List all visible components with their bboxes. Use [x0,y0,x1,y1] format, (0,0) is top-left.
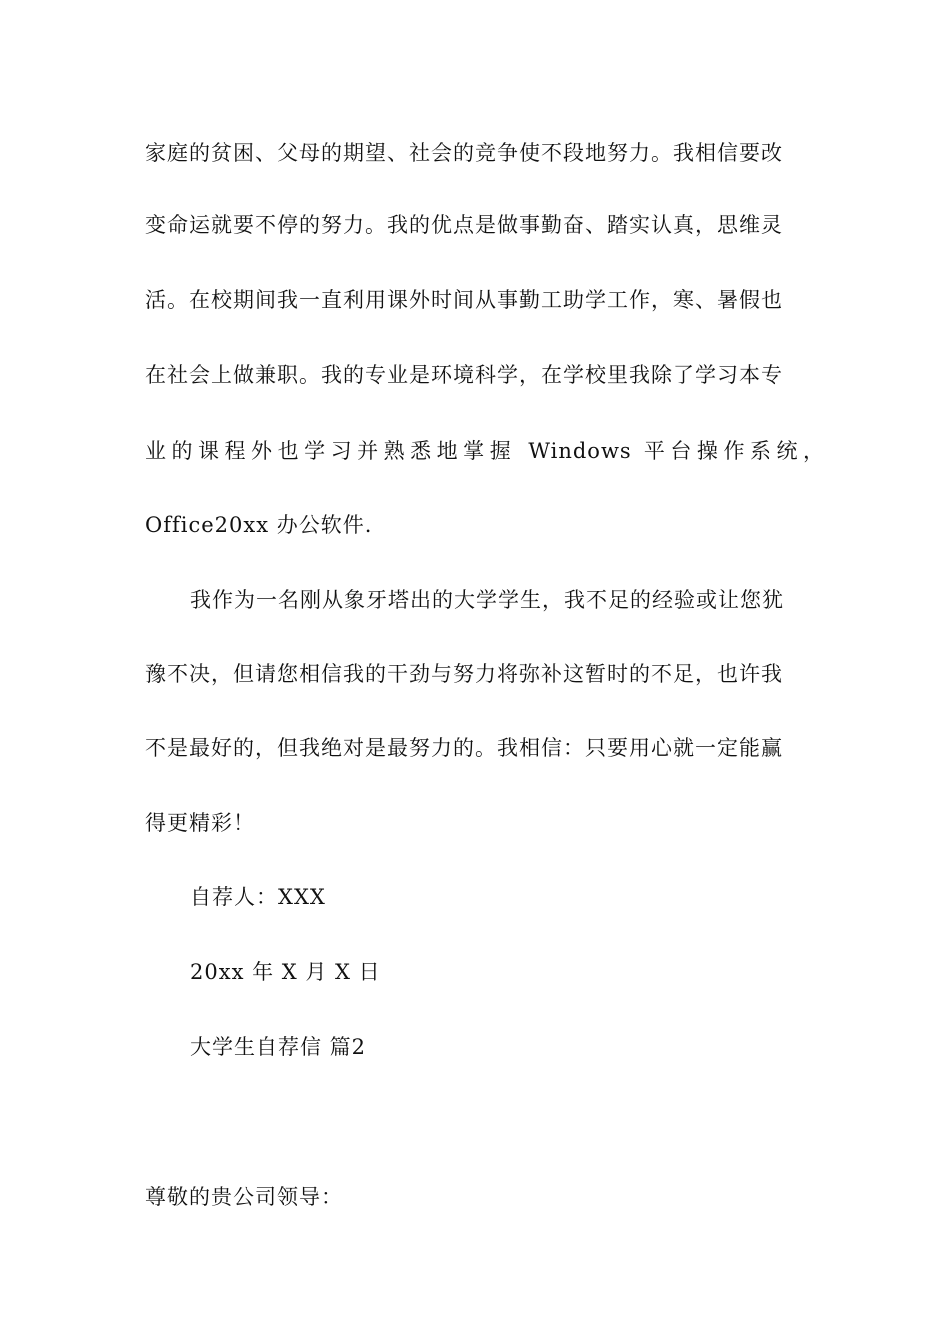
paragraph-line-4: 在社会上做兼职。我的专业是环境科学，在学校里我除了学习本专 [145,363,783,387]
paragraph2-line-2: 豫不决，但请您相信我的干劲与努力将弥补这暂时的不足，也许我 [145,662,783,686]
paragraph2-line-1: 我作为一名刚从象牙塔出的大学学生，我不足的经验或让您犹 [190,588,784,612]
date: 20xx 年 X 月 X 日 [190,960,381,984]
section-title: 大学生自荐信 篇2 [190,1035,367,1059]
paragraph-line-3: 活。在校期间我一直利用课外时间从事勤工助学工作，寒、暑假也 [145,288,783,312]
paragraph2-line-4: 得更精彩！ [145,811,255,835]
paragraph-line-6: Office20xx 办公软件. [145,513,373,537]
paragraph-line-1: 家庭的贫困、父母的期望、社会的竞争使不段地努力。我相信要改 [145,141,783,165]
signer: 自荐人：XXX [190,885,326,909]
paragraph2-line-3: 不是最好的，但我绝对是最努力的。我相信：只要用心就一定能赢 [145,736,783,760]
paragraph-line-2: 变命运就要不停的努力。我的优点是做事勤奋、踏实认真，思维灵 [145,213,783,237]
paragraph-line-5: 业的课程外也学习并熟悉地掌握 Windows 平台操作系统， [145,439,825,463]
salutation: 尊敬的贵公司领导： [145,1185,343,1209]
